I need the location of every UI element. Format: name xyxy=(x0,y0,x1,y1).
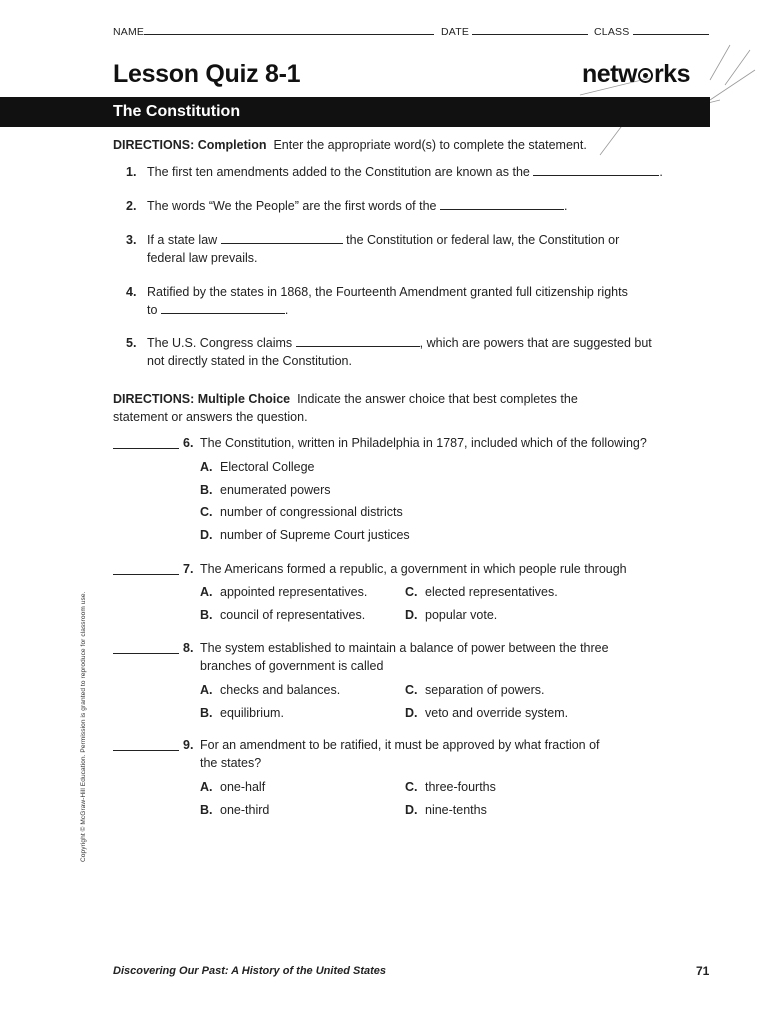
book-title: Discovering Our Past: A History of the United States xyxy=(113,965,387,977)
completion-question-3: 3. If a state law the Constitution or federal law, the Constitution or federal law prevails. xyxy=(126,233,620,265)
mc-question-6: 6. The Constitution, written in Philadelphia in 1787, included which of the following? xyxy=(183,436,647,450)
name-line xyxy=(144,25,434,35)
option-6d: D. number of Supreme Court justices xyxy=(200,528,410,542)
directions-completion: DIRECTIONS: Completion Enter the appropriate word(s) to complete the statement. xyxy=(113,138,587,152)
class-line xyxy=(633,25,709,35)
option-8c: C. separation of powers. xyxy=(405,683,545,697)
answer-blank[interactable] xyxy=(440,198,564,210)
option-9b: B. one-third xyxy=(200,803,270,817)
completion-question-5: 5. The U.S. Congress claims , which are powers that are suggested but not directly stated in the Constitution. xyxy=(126,336,652,368)
mc-question-7: 7. The Americans formed a republic, a government in which people rule through xyxy=(183,562,627,576)
completion-question-1: 1. The first ten amendments added to the Constitution are known as the . xyxy=(126,165,663,179)
page-number: 71 xyxy=(696,964,710,978)
copyright-notice: Copyright © McGraw-Hill Education. Permission is granted to reproduce for classroom use. xyxy=(80,591,87,862)
answer-blank[interactable] xyxy=(161,302,285,314)
option-6b: B. enumerated powers xyxy=(200,483,331,497)
answer-blank-9[interactable] xyxy=(113,750,179,751)
answer-blank-8[interactable] xyxy=(113,653,179,654)
option-8b: B. equilibrium. xyxy=(200,706,284,720)
option-7c: C. elected representatives. xyxy=(405,585,558,599)
section-title: The Constitution xyxy=(113,103,241,120)
globe-icon xyxy=(638,68,653,83)
option-8a: A. checks and balances. xyxy=(200,683,341,697)
page-title: Lesson Quiz 8-1 xyxy=(113,60,301,88)
mc-question-9: 9. For an amendment to be ratified, it must be approved by what fraction of the states? xyxy=(183,738,600,770)
completion-question-4: 4. Ratified by the states in 1868, the Fourteenth Amendment granted full citizenship rights to . xyxy=(126,285,628,317)
date-field xyxy=(441,25,588,38)
answer-blank[interactable] xyxy=(533,164,659,176)
answer-blank[interactable] xyxy=(296,335,420,347)
answer-blank[interactable] xyxy=(221,232,343,244)
option-9c: C. three-fourths xyxy=(405,780,496,794)
mc-question-8: 8. The system established to maintain a balance of power between the three branches of government is called xyxy=(183,641,609,673)
class-label: CLASS xyxy=(594,26,630,38)
date-line xyxy=(472,25,588,35)
name-field xyxy=(113,25,434,38)
answer-blank-6[interactable] xyxy=(113,448,179,449)
answer-blank-7[interactable] xyxy=(113,574,179,575)
name-label: NAME xyxy=(113,26,145,38)
completion-question-2: 2. The words “We the People” are the first words of the . xyxy=(126,199,568,213)
option-9d: D. nine-tenths xyxy=(405,803,487,817)
option-6a: A. Electoral College xyxy=(200,460,315,474)
networks-logo: netw rks xyxy=(582,60,690,88)
option-6c: C. number of congressional districts xyxy=(200,505,403,519)
class-field xyxy=(594,25,709,38)
directions-multiple-choice: DIRECTIONS: Multiple Choice Indicate the answer choice that best completes the statement or answers the question. xyxy=(113,392,578,424)
option-7a: A. appointed representatives. xyxy=(200,585,368,599)
option-7d: D. popular vote. xyxy=(405,608,498,622)
section-band xyxy=(0,97,710,127)
option-8d: D. veto and override system. xyxy=(405,706,569,720)
date-label: DATE xyxy=(441,26,470,38)
option-7b: B. council of representatives. xyxy=(200,608,366,622)
option-9a: A. one-half xyxy=(200,780,266,794)
